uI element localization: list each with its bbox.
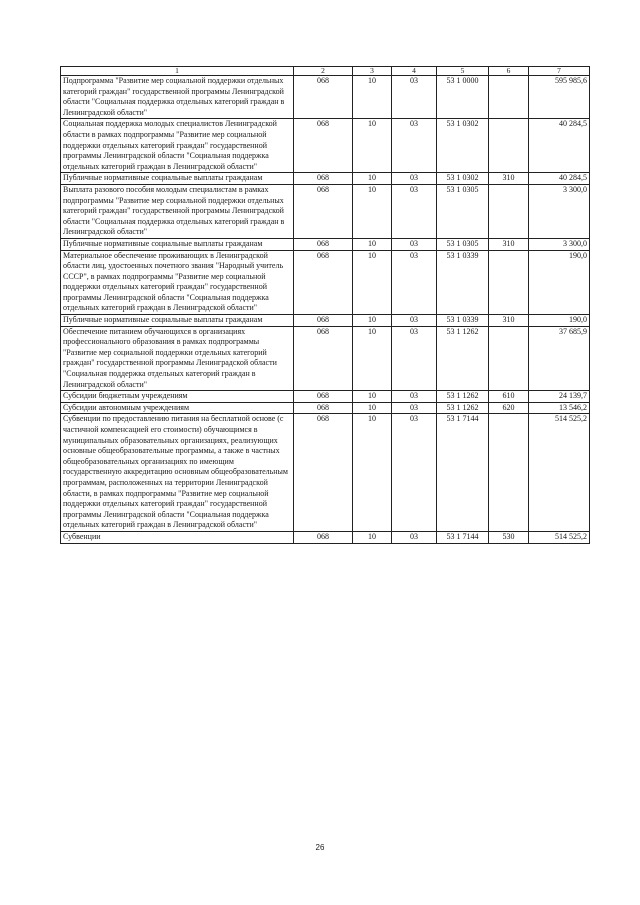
budget-document — [60, 66, 589, 544]
page-number: 26 — [315, 843, 325, 852]
row-expense-type — [489, 250, 529, 315]
row-expense-type — [489, 414, 529, 532]
row-section: 10 — [353, 326, 392, 391]
row-description: Подпрограмма "Развитие мер социальной поддержки отдельных категорий граждан" государственной программы Ленинградской области "Социальная поддержка отдельных категорий граждан в Ленинградской области" — [61, 76, 294, 119]
column-header: 4 — [392, 67, 437, 76]
table-row — [61, 119, 590, 173]
row-target-article: 53 1 1262 — [437, 326, 489, 391]
row-subsection: 03 — [392, 402, 437, 414]
row-code: 068 — [294, 238, 353, 250]
row-subsection: 03 — [392, 184, 437, 238]
row-amount: 595 985,6 — [529, 76, 590, 119]
row-description: Публичные нормативные социальные выплаты гражданам — [61, 173, 294, 185]
row-amount: 37 685,9 — [529, 326, 590, 391]
row-code: 068 — [294, 414, 353, 532]
row-subsection: 03 — [392, 531, 437, 543]
row-code: 068 — [294, 119, 353, 173]
row-code: 068 — [294, 250, 353, 315]
row-expense-type — [489, 119, 529, 173]
row-section: 10 — [353, 414, 392, 532]
row-section: 10 — [353, 250, 392, 315]
column-header: 1 — [61, 67, 294, 76]
row-description: Обеспечение питанием обучающихся в организациях профессионального образования в рамках подпрограммы "Развитие мер социальной поддержки отдельных категорий граждан" государственной программы Ленинградской области "Социальная поддержка отдельных категорий граждан в Ленинградской области" — [61, 326, 294, 391]
table-row — [61, 184, 590, 238]
row-section: 10 — [353, 402, 392, 414]
header-row — [61, 67, 590, 76]
row-code: 068 — [294, 76, 353, 119]
row-description: Материальное обеспечение проживающих в Ленинградской области лиц, удостоенных почетного звания "Народный учитель СССР", в рамках подпрограммы "Развитие мер социальной поддержки отдельных категорий граждан" государственной программы Ленинградской области "Социальная поддержка отдельных категорий граждан в Ленинградской области" — [61, 250, 294, 315]
table-row — [61, 414, 590, 532]
table-body — [61, 76, 590, 544]
row-expense-type: 310 — [489, 238, 529, 250]
row-code: 068 — [294, 173, 353, 185]
row-subsection: 03 — [392, 173, 437, 185]
column-header: 6 — [489, 67, 529, 76]
row-subsection: 03 — [392, 76, 437, 119]
row-code: 068 — [294, 315, 353, 327]
row-amount: 40 284,5 — [529, 119, 590, 173]
row-expense-type — [489, 184, 529, 238]
row-target-article: 53 1 0302 — [437, 119, 489, 173]
table-row — [61, 76, 590, 119]
row-target-article: 53 1 0302 — [437, 173, 489, 185]
row-expense-type: 530 — [489, 531, 529, 543]
row-section: 10 — [353, 76, 392, 119]
row-code: 068 — [294, 402, 353, 414]
row-section: 10 — [353, 173, 392, 185]
row-section: 10 — [353, 315, 392, 327]
table-row — [61, 238, 590, 250]
row-target-article: 53 1 7144 — [437, 414, 489, 532]
row-target-article: 53 1 0000 — [437, 76, 489, 119]
row-subsection: 03 — [392, 326, 437, 391]
table-row — [61, 173, 590, 185]
column-header: 7 — [529, 67, 590, 76]
row-subsection: 03 — [392, 414, 437, 532]
row-section: 10 — [353, 184, 392, 238]
table-row — [61, 326, 590, 391]
row-expense-type: 620 — [489, 402, 529, 414]
row-code: 068 — [294, 391, 353, 403]
row-description: Публичные нормативные социальные выплаты гражданам — [61, 315, 294, 327]
row-target-article: 53 1 1262 — [437, 402, 489, 414]
budget-table — [60, 66, 590, 544]
row-description: Социальная поддержка молодых специалистов Ленинградской области в рамках подпрограммы "Развитие мер социальной поддержки отдельных категорий граждан" государственной программы Ленинградской области "Социальная поддержка отдельных категорий граждан в Ленинградской области" — [61, 119, 294, 173]
table-row — [61, 250, 590, 315]
row-target-article: 53 1 0339 — [437, 250, 489, 315]
row-description: Выплата разового пособия молодым специалистам в рамках подпрограммы "Развитие мер социальной поддержки отдельных категорий граждан" государственной программы Ленинградской области "Социальная поддержка отдельных категорий граждан в Ленинградской области" — [61, 184, 294, 238]
row-expense-type: 610 — [489, 391, 529, 403]
row-section: 10 — [353, 531, 392, 543]
row-section: 10 — [353, 391, 392, 403]
row-subsection: 03 — [392, 119, 437, 173]
row-subsection: 03 — [392, 238, 437, 250]
row-amount: 13 546,2 — [529, 402, 590, 414]
row-description: Субсидии автономным учреждениям — [61, 402, 294, 414]
row-target-article: 53 1 0305 — [437, 238, 489, 250]
row-subsection: 03 — [392, 250, 437, 315]
row-target-article: 53 1 1262 — [437, 391, 489, 403]
row-expense-type — [489, 76, 529, 119]
row-code: 068 — [294, 184, 353, 238]
row-code: 068 — [294, 531, 353, 543]
column-header: 3 — [353, 67, 392, 76]
row-amount: 514 525,2 — [529, 531, 590, 543]
row-target-article: 53 1 0339 — [437, 315, 489, 327]
row-subsection: 03 — [392, 391, 437, 403]
row-section: 10 — [353, 238, 392, 250]
row-amount: 40 284,5 — [529, 173, 590, 185]
row-amount: 3 300,0 — [529, 238, 590, 250]
row-expense-type — [489, 326, 529, 391]
row-amount: 514 525,2 — [529, 414, 590, 532]
row-description: Субвенции — [61, 531, 294, 543]
row-description: Субвенции по предоставлению питания на бесплатной основе (с частичной компенсацией его стоимости) обучающимся в муниципальных образовательных организациях, реализующих основные общеобразовательные программы, а также в частных общеобразовательных организациях по имеющим государственную аккредитацию основным общеобразовательным программам, расположенных на территории Ленинградской области, в рамках подпрограммы "Развитие мер социальной поддержки отдельных категорий граждан" государственной программы Ленинградской области "Социальная поддержка отдельных категорий граждан в Ленинградской области" — [61, 414, 294, 532]
column-header: 5 — [437, 67, 489, 76]
row-subsection: 03 — [392, 315, 437, 327]
row-amount: 190,0 — [529, 250, 590, 315]
row-section: 10 — [353, 119, 392, 173]
table-row — [61, 315, 590, 327]
table-row — [61, 391, 590, 403]
row-amount: 24 139,7 — [529, 391, 590, 403]
row-expense-type: 310 — [489, 173, 529, 185]
table-row — [61, 402, 590, 414]
table-row — [61, 531, 590, 543]
column-header: 2 — [294, 67, 353, 76]
row-target-article: 53 1 0305 — [437, 184, 489, 238]
row-expense-type: 310 — [489, 315, 529, 327]
row-amount: 190,0 — [529, 315, 590, 327]
row-description: Публичные нормативные социальные выплаты гражданам — [61, 238, 294, 250]
row-amount: 3 300,0 — [529, 184, 590, 238]
row-code: 068 — [294, 326, 353, 391]
row-target-article: 53 1 7144 — [437, 531, 489, 543]
row-description: Субсидии бюджетным учреждениям — [61, 391, 294, 403]
